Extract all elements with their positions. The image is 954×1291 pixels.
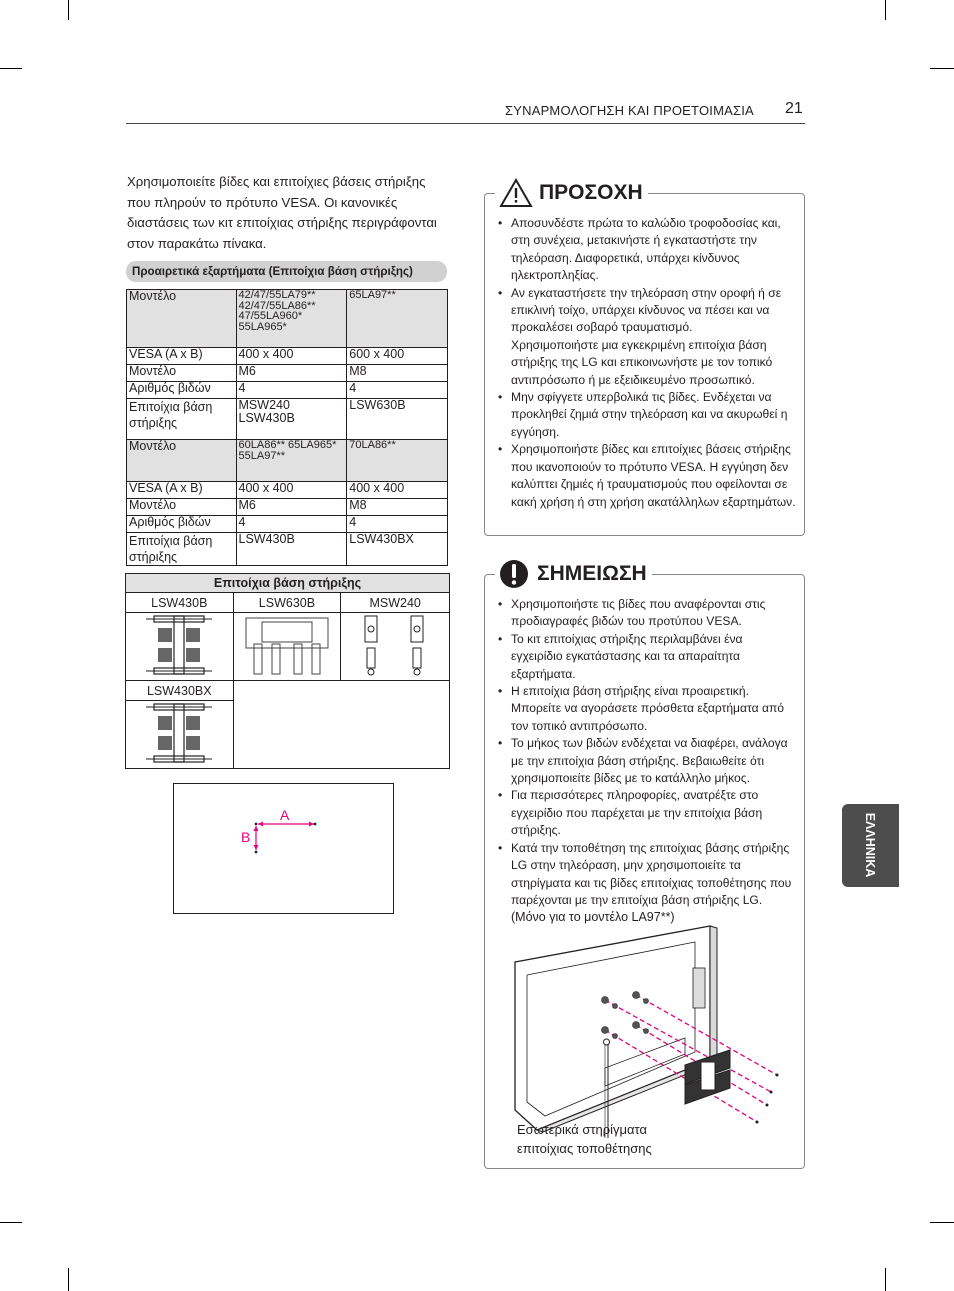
caution-heading	[495, 177, 648, 209]
model-list: 60LA86** 65LA965* 55LA97**	[236, 440, 347, 482]
cell: 400 x 400	[236, 482, 347, 499]
empty-cell	[233, 681, 449, 769]
note-item: • Χρησιμοποιήστε τις βίδες που αναφέρονται στις προδιαγραφές βιδών του προτύπου VESA.	[498, 596, 796, 631]
row-label: Επιτοίχια βάση στήριξης	[127, 533, 237, 566]
caution-title: ΠΡΟΣΟΧΗ	[539, 181, 643, 204]
msw240-bracket-image	[341, 613, 450, 681]
caution-item: • Μην σφίγγετε υπερβολικά τις βίδες. Ενδέχεται να προκληθεί ζημιά στην τηλεόραση και να ακυρωθεί η εγγύηση.	[498, 389, 796, 441]
mount-name: MSW240	[341, 593, 450, 613]
cell: M8	[347, 499, 448, 516]
cell: M6	[236, 499, 347, 516]
warning-triangle-icon	[499, 178, 533, 208]
language-side-tab	[842, 804, 899, 887]
table-row	[127, 348, 448, 365]
model-list: 65LA97**	[347, 290, 448, 348]
note-heading	[495, 558, 652, 590]
section-title: ΣΥΝΑΡΜΟΛΟΓΗΣΗ ΚΑΙ ΠΡΟΕΤΟΙΜΑΣΙΑ	[505, 103, 754, 118]
note-item: • Το μήκος των βιδών ενδέχεται να διαφέρει, ανάλογα με την επιτοίχια βάση στήριξης. Βεβαιωθείτε ότι χρησιμοποιείτε βίδες με το κατάλληλο μήκος.	[498, 735, 796, 787]
vesa-diagram	[173, 783, 394, 914]
table-row	[127, 290, 448, 348]
model-list: 70LA86**	[347, 440, 448, 482]
table-row	[127, 533, 448, 566]
table-row	[127, 482, 448, 499]
dimension-label-b: B	[241, 829, 251, 845]
cell: 600 x 400	[347, 348, 448, 365]
row-label: VESA (A x B)	[127, 482, 237, 499]
crop-mark	[68, 1268, 69, 1291]
language-label: ΕΛΛΗΝΙΚΑ	[863, 812, 877, 878]
crop-mark	[0, 1222, 22, 1223]
crop-mark	[930, 1222, 954, 1223]
cell: LSW430BX	[347, 533, 448, 566]
row-label: Μοντέλο	[127, 290, 237, 348]
note-title: ΣΗΜΕΙΩΣΗ	[537, 562, 647, 585]
caution-item: • Αποσυνδέστε πρώτα το καλώδιο τροφοδοσίας και, στη συνέχεια, μετακινήστε ή εγκαταστήστε την τηλεόραση. Διαφορετικά, υπάρχει κίνδυνος ηλεκτροπληξίας.	[498, 215, 796, 285]
mount-name: LSW630B	[233, 593, 341, 613]
crop-mark	[885, 1268, 886, 1291]
note-item: • Το κιτ επιτοίχιας στήριξης περιλαμβάνει ένα εγχειρίδιο εγκατάστασης και τα απαραίτητα εξαρτήματα.	[498, 631, 796, 683]
spec-table	[126, 289, 448, 566]
table-row	[127, 382, 448, 399]
note-item: • Κατά την τοποθέτηση της επιτοίχιας βάσης στήριξης LG στην τηλεόραση, μην χρησιμοποιείτε τα στηρίγματα και τις βίδες επιτοίχιας τοποθέτησης που παρέχονται με την επιτοίχια βάση στήριξης LG. (Μόνο για το μοντέλο LA97**)	[498, 840, 796, 927]
accessories-label: Προαιρετικά εξαρτήματα (Επιτοίχια βάση στήριξης)	[126, 261, 447, 282]
cell: LSW630B	[347, 399, 448, 440]
row-label: Αριθμός βιδών	[127, 516, 237, 533]
exclamation-circle-icon	[499, 559, 529, 589]
cell: M6	[236, 365, 347, 382]
table-row	[127, 440, 448, 482]
row-label: Αριθμός βιδών	[127, 382, 237, 399]
page-number: 21	[785, 100, 803, 117]
cell: LSW430B	[236, 533, 347, 566]
table-row	[127, 399, 448, 440]
caution-item: • Αν εγκαταστήσετε την τηλεόραση στην οροφή ή σε επικλινή τοίχο, υπάρχει κίνδυνος να πέσει και να προκαλέσει σοβαρό τραυματισμό. Χρησιμοποιήστε μια εγκεκριμένη επιτοίχια βάση στήριξης της LG και επικοινωνήστε με τον τοπικό αντιπρόσωπο ή με εξειδικευμένο προσωπικό.	[498, 285, 796, 389]
caution-box	[484, 193, 805, 536]
row-label: Μοντέλο	[127, 440, 237, 482]
row-label: Μοντέλο	[127, 365, 237, 382]
crop-mark	[68, 0, 69, 20]
cell: 4	[347, 382, 448, 399]
crop-mark	[930, 68, 954, 69]
table-row	[127, 365, 448, 382]
table-row	[127, 499, 448, 516]
mount-name: LSW430B	[126, 593, 234, 613]
row-label: VESA (A x B)	[127, 348, 237, 365]
note-item: • Η επιτοίχια βάση στήριξης είναι προαιρετική. Μπορείτε να αγοράσετε πρόσθετα εξαρτήματα από τον τοπικό αντιπρόσωπο.	[498, 683, 796, 735]
crop-mark	[0, 68, 22, 69]
lsw430bx-bracket-image	[126, 701, 234, 769]
figure-caption: Εσωτερικά στηρίγματα επιτοίχιας τοποθέτησης	[517, 1122, 652, 1156]
cell: 400 x 400	[347, 482, 448, 499]
cell: 4	[236, 516, 347, 533]
tv-wall-mount-illustration	[505, 920, 785, 1150]
header-rule	[126, 123, 805, 124]
cell: 400 x 400	[236, 348, 347, 365]
crop-mark	[885, 0, 886, 20]
mount-table	[125, 573, 450, 769]
cell: 4	[236, 382, 347, 399]
row-label: Επιτοίχια βάση στήριξης	[127, 399, 237, 440]
lsw430b-bracket-image	[126, 613, 234, 681]
mount-table-title: Επιτοίχια βάση στήριξης	[126, 574, 450, 593]
cell: MSW240 LSW430B	[236, 399, 347, 440]
caution-list	[498, 215, 796, 511]
caution-item: • Χρησιμοποιήστε βίδες και επιτοίχιες βάσεις στήριξης που ικανοποιούν το πρότυπο VESA. Η εγγύηση δεν καλύπτει ζημιές ή τραυματισμούς που οφείλονται σε κακή χρήση ή στη χρήση ακατάλληλων εξαρτημάτων.	[498, 441, 796, 511]
dimension-label-a: A	[280, 807, 290, 823]
lsw630b-bracket-image	[233, 613, 341, 681]
note-list	[498, 596, 796, 927]
mount-name: LSW430BX	[126, 681, 234, 701]
cell: M8	[347, 365, 448, 382]
note-box	[484, 574, 805, 1169]
cell: 4	[347, 516, 448, 533]
note-item: • Για περισσότερες πληροφορίες, ανατρέξτε στο εγχειρίδιο που παρέχεται με την επιτοίχια βάση στήριξης.	[498, 787, 796, 839]
table-row	[127, 516, 448, 533]
model-list: 42/47/55LA79** 42/47/55LA86** 47/55LA960* 55LA965*	[236, 290, 347, 348]
intro-paragraph: Χρησιμοποιείτε βίδες και επιτοίχιες βάσεις στήριξης που πληρούν το πρότυπο VESA. Οι κανονικές διαστάσεις των κιτ επιτοίχιας στήριξης περιγράφονται στον παρακάτω πίνακα.	[127, 174, 437, 251]
row-label: Μοντέλο	[127, 499, 237, 516]
